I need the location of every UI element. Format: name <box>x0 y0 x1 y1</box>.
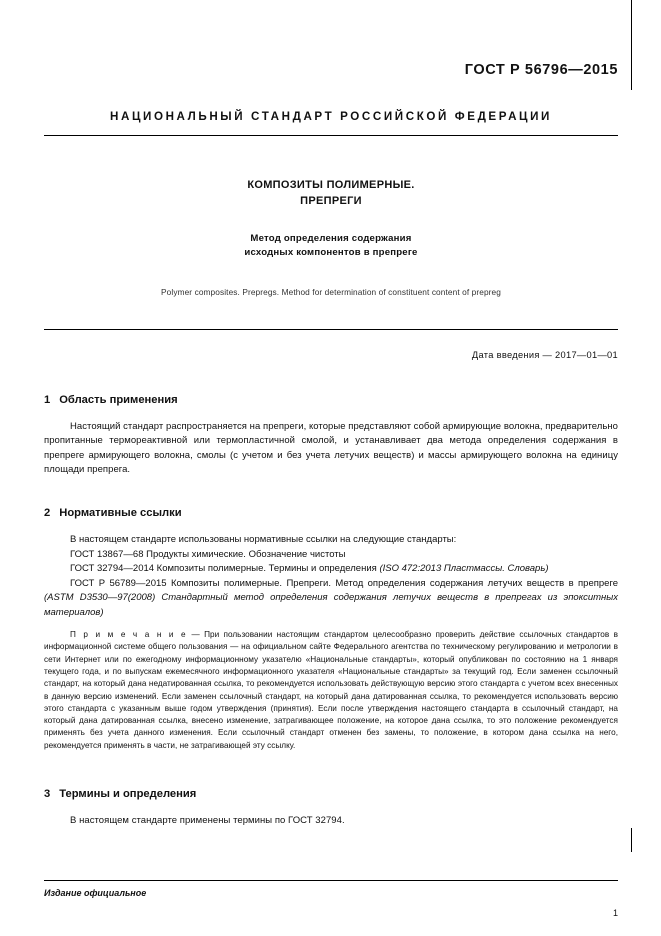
introduction-date: Дата введения — 2017—01—01 <box>471 349 618 360</box>
section-1-number: 1 <box>44 393 51 406</box>
section-2-heading <box>44 507 618 519</box>
section-3-paragraph: В настоящем стандарте применены термины по ГОСТ 32794. <box>70 815 345 826</box>
section-2-intro: В настоящем стандарте использованы нормативные ссылки на следующие стандарты: <box>70 534 457 546</box>
reference-item <box>44 548 618 562</box>
section-3-title: Термины и определения <box>59 788 197 800</box>
title-subtitle-1: Метод определения содержания <box>250 232 412 244</box>
reference-item <box>44 562 618 576</box>
footer-page-number: 1 <box>612 908 618 918</box>
section-1 <box>44 394 618 478</box>
reference-text: ГОСТ 32794—2014 Композиты полимерные. Термины и определения <box>70 563 380 575</box>
reference-text: ГОСТ 13867—68 Продукты химические. Обозначение чистоты <box>70 548 346 560</box>
title-line-2: ПРЕПРЕГИ <box>300 194 362 207</box>
section-3 <box>44 788 618 828</box>
page-content <box>44 0 618 936</box>
section-1-title: Область применения <box>59 393 178 406</box>
document-code: ГОСТ Р 56796—2015 <box>464 62 618 78</box>
national-standard-label: НАЦИОНАЛЬНЫЙ СТАНДАРТ РОССИЙСКОЙ ФЕДЕРАЦИИ <box>110 110 552 123</box>
reference-italic: (ASTM D3530—97(2008) Стандартный метод определения содержания летучих веществ в препрегах из эпокситных материалов) <box>44 592 618 618</box>
note-label: П р и м е ч а н и е <box>70 630 188 640</box>
reference-item <box>44 577 618 620</box>
title-subtitle-2: исходных компонентов в препреге <box>244 247 418 259</box>
reference-italic: (ISO 472:2013 Пластмассы. Словарь) <box>379 563 549 575</box>
section-3-number: 3 <box>44 788 51 800</box>
note-text: — При пользовании настоящим стандартом целесообразно проверить действие ссылочных стандартов в информационной системе общего пользования — на официальном сайте Федерального агентства по техническому регулированию и метрологии в сети Интернет или по ежегодному информационному указателю «Национальные стандарты», который опубликован по состоянию на 1 января текущего года, и по выпускам ежемесячного информационного указателя «Национальные стандарты» за текущий год. Если заменен ссылочный стандарт, на который дана недатированная ссылка, то рекомендуется использовать действующую версию этого стандарта с учетом всех внесенных в данную версию изменений. Если заменен ссылочный стандарт, на который дана датированная ссылка, то рекомендуется использовать версию этого стандарта с указанным выше годом утверждения (принятия). Если после утверждения настоящего стандарта в ссылочный стандарт, на который дана датированная ссылка, внесено изменение, затрагивающее положение, на которое дана ссылка, то это положение рекомендуется применять без учета данного изменения. Если ссылочный стандарт отменен без замены, то положение, в котором дана ссылка на него, рекомендуется применять в части, не затрагивающей эту ссылку. <box>44 630 618 750</box>
section-1-paragraph: Настоящий стандарт распространяется на препреги, которые представляют собой армирующие волокна, предварительно пропитанные термореактивной или термопластичной смолой, и устанавливает два метода определения содержания в препреге армирующего волокна, смолы (с учетом и без учета летучих веществ) и массы армирующего волокна на единицу площади препрега. <box>44 420 618 475</box>
section-2 <box>44 507 618 752</box>
footer-rule <box>44 880 618 881</box>
change-bar-2 <box>631 828 632 852</box>
title-english: Polymer composites. Prepregs. Method for determination of constituent content of prepreg <box>161 286 501 297</box>
section-2-number: 2 <box>44 507 51 520</box>
section-1-heading <box>44 394 618 406</box>
section-2-note <box>44 629 618 752</box>
header-rule <box>44 135 618 136</box>
section-2-title: Нормативные ссылки <box>59 507 182 520</box>
title-rule <box>44 329 618 330</box>
section-3-heading <box>44 788 618 800</box>
title-line-1: КОМПОЗИТЫ ПОЛИМЕРНЫЕ. <box>247 179 415 191</box>
change-bar-1 <box>631 0 632 90</box>
reference-text: ГОСТ Р 56789—2015 Композиты полимерные. Препреги. Метод определения содержания летучих веществ в препреге <box>70 577 618 589</box>
footer-edition: Издание официальное <box>44 888 147 898</box>
